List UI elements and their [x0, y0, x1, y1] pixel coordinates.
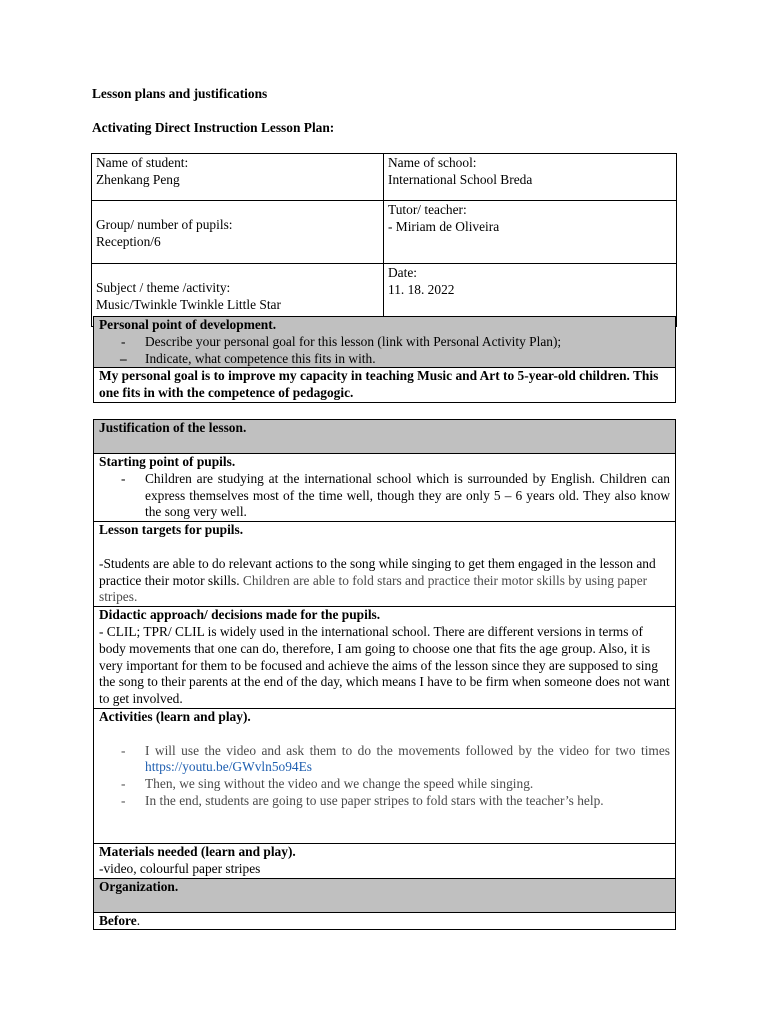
materials-cell [94, 843, 676, 878]
development-item: – Indicate, what competence this fits in with. [145, 351, 670, 368]
school-cell [384, 154, 677, 201]
activity-item: - In the end, students are going to use paper stripes to fold stars with the teacher’s help. [145, 793, 670, 810]
group-value: Reception/6 [96, 233, 161, 249]
starting-point-title: Starting point of pupils. [99, 454, 236, 469]
organization-cell [94, 878, 676, 912]
spacer [99, 726, 670, 743]
spacer [99, 539, 670, 556]
tutor-label: Tutor/ teacher: [388, 202, 467, 217]
group-cell [92, 201, 384, 264]
info-table [91, 153, 677, 327]
justification-title: Justification of the lesson. [99, 420, 247, 435]
lesson-targets-cell [94, 522, 676, 607]
lesson-targets-period: . [133, 589, 138, 605]
before-row [99, 913, 670, 930]
justification-table [93, 419, 676, 930]
date-value: 11. 18. 2022 [388, 281, 455, 297]
activities-list [99, 743, 670, 810]
lesson-plan-heading: Activating Direct Instruction Lesson Plan: [92, 120, 335, 135]
starting-point-list [99, 471, 670, 521]
student-value: Zhenkang Peng [96, 171, 180, 187]
justification-header-cell [94, 420, 676, 454]
tutor-cell [384, 201, 677, 264]
before-title: Before [99, 912, 137, 928]
lesson-targets-secondary: Children are able to fold stars and practice their motor skills by using paper stripes [99, 572, 648, 605]
activities-cell [94, 708, 676, 843]
subject-value: Music/Twinkle Twinkle Little Star [96, 296, 281, 312]
tutor-value: - Miriam de Oliveira [388, 218, 500, 234]
organization-title: Organization. [99, 878, 179, 894]
before-cell [94, 912, 676, 930]
activity-item [145, 743, 670, 777]
personal-goal-cell: My personal goal is to improve my capacity in teaching Music and Art to 5-year-old children. This one fits in with the competence of pedagogic. [94, 368, 676, 403]
lesson-targets-title: Lesson targets for pupils. [99, 522, 244, 538]
group-label: Group/ number of pupils: [96, 217, 233, 232]
activity-item: - Then, we sing without the video and we change the speed while singing. [145, 776, 670, 793]
student-label: Name of student: [96, 155, 189, 170]
development-title: Personal point of development. [99, 317, 277, 332]
before-period: . [136, 912, 141, 928]
starting-point-item: - Children are studying at the international school which is surrounded by English. Children can express themselves most of the time well, though they are only 5 – 6 years old. They also know the song very well. [145, 471, 670, 521]
date-label: Date: [388, 265, 417, 280]
activities-title: Activities (learn and play). [99, 708, 251, 724]
materials-title: Materials needed (learn and play). [99, 843, 296, 859]
lesson-targets-text [99, 556, 670, 606]
development-table [93, 316, 676, 403]
didactic-approach-cell [94, 607, 676, 709]
didactic-approach-title: Didactic approach/ decisions made for the pupils. [99, 607, 381, 623]
starting-point-cell [94, 454, 676, 522]
school-value: International School Breda [388, 171, 533, 187]
activity-item-text: I will use the video and ask them to do the movements followed by the video for two times [145, 742, 670, 758]
development-item: - Describe your personal goal for this lesson (link with Personal Activity Plan); [145, 334, 670, 351]
lesson-targets-main: -Students are able to do relevant actions to the song while singing to get them engaged in the lesson and practice their motor skills. [99, 555, 656, 588]
school-label: Name of school: [388, 155, 477, 170]
video-link[interactable]: https://youtu.be/GWvln5o94Es [145, 759, 313, 775]
subject-label: Subject / theme /activity: [96, 280, 231, 295]
development-header-cell [94, 317, 676, 368]
development-list [99, 334, 670, 368]
didactic-approach-text: - CLIL; TPR/ CLIL is widely used in the international school. There are different versions in terms of body movements that one can do, therefore, I am going to choose one that fits the age group. Also, it is very important for them to be focused and achieve the aims of the lesson since they are supposed to sing the song to their parents at the end of the day, which means I have to be firm when someone does not want to get involved. [99, 623, 670, 707]
student-cell [92, 154, 384, 201]
materials-text: -video, colourful paper stripes [99, 860, 261, 876]
document-title: Lesson plans and justifications [92, 86, 268, 101]
